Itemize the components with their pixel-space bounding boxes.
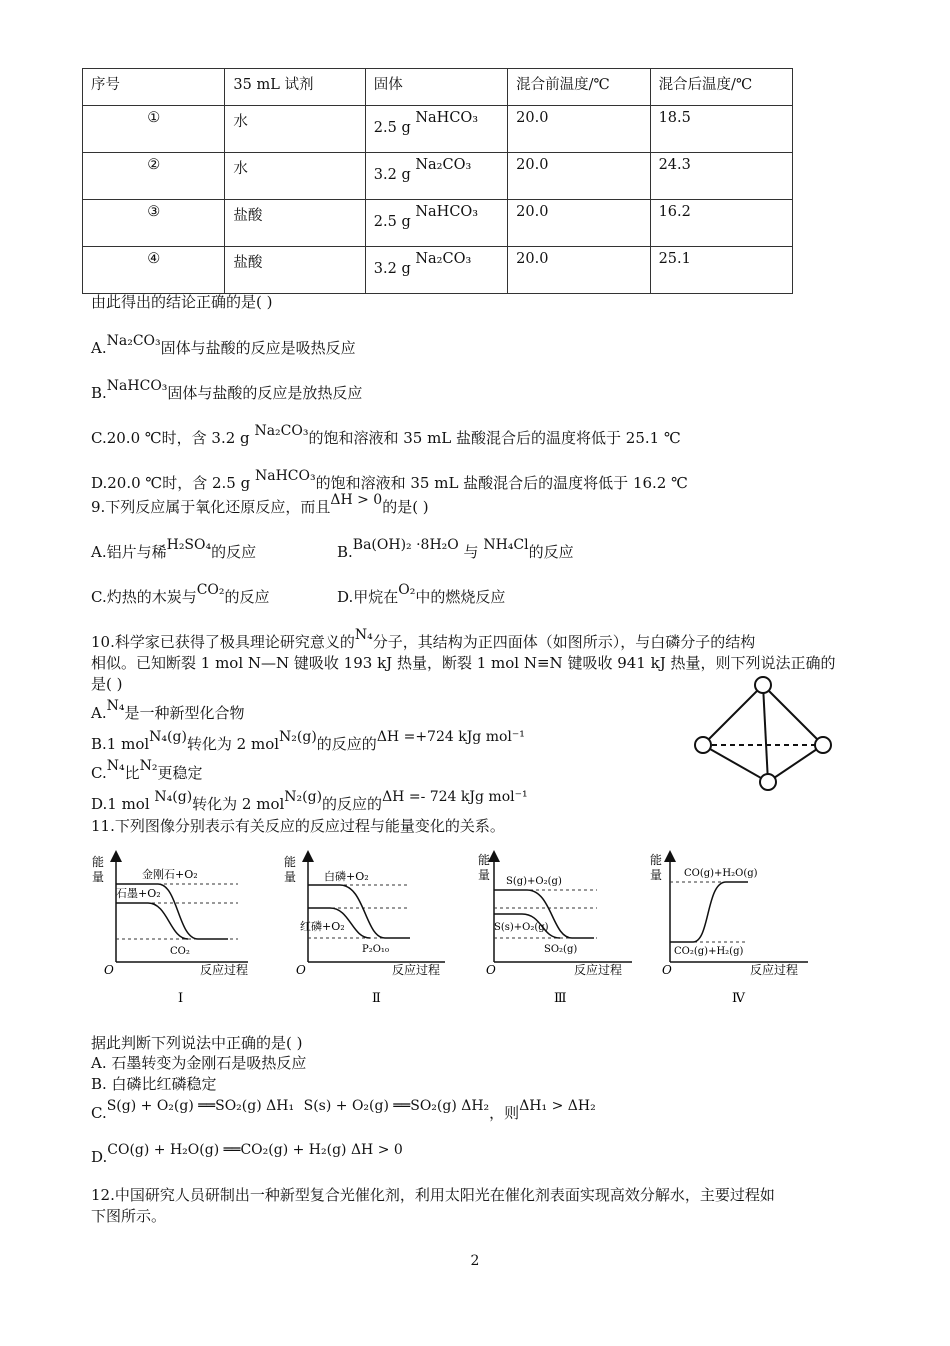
- formula: ΔH =+724 kJg mol⁻¹: [376, 729, 525, 745]
- row-solid: 2.5 g NaHCO₃: [365, 200, 507, 247]
- q9-stem: 9.下列反应属于氧化还原反应，而且ΔH > 0的是( ): [91, 492, 429, 516]
- bond-line: [763, 685, 823, 745]
- row-after: 25.1: [650, 247, 792, 294]
- energy-curve: [670, 882, 748, 942]
- formula: O₂: [398, 582, 416, 598]
- formula: N₂: [139, 758, 158, 774]
- row-reagent: 盐酸: [225, 247, 365, 294]
- q10-option-b: B.1 molN₄(g)转化为 2 molN₂(g)的反应的ΔH =+724 kJg mol⁻¹: [91, 729, 525, 753]
- upper-label: 金刚石+O₂: [142, 868, 198, 881]
- lower-label: P₂O₁₀: [362, 944, 389, 955]
- formula: ΔH > 0: [330, 492, 383, 508]
- table-header: 35 mL 试剂: [225, 69, 365, 106]
- q10-line3: 是( ): [91, 675, 123, 693]
- row-before: 20.0: [508, 247, 650, 294]
- x-axis-label: 反应过程: [200, 963, 249, 977]
- formula: NH₄Cl: [483, 537, 529, 553]
- formula: N₂(g): [284, 789, 323, 805]
- energy-chart-4: [648, 850, 818, 1010]
- q9-option-b: B.Ba(OH)₂ ·8H₂O 与 NH₄Cl的反应: [337, 537, 574, 561]
- row-solid: 3.2 g Na₂CO₃: [365, 153, 507, 200]
- table-row: [83, 153, 793, 200]
- q8-option-b: B.NaHCO₃固体与盐酸的反应是放热反应: [91, 378, 363, 402]
- chart-label: Ⅰ: [178, 991, 184, 1006]
- q10-line2: 相似。已知断裂 1 mol N—N 键吸收 193 kJ 热量，断裂 1 mol N≡N 键吸收 941 kJ 热量，则下列说法正确的: [91, 654, 836, 672]
- q8-stem: 由此得出的结论正确的是( ): [91, 293, 273, 311]
- chart-label: Ⅳ: [732, 991, 745, 1006]
- q10-option-d: D.1 mol N₄(g)转化为 2 molN₂(g)的反应的ΔH =- 724 kJg mol⁻¹: [91, 789, 528, 813]
- axis-label: 能: [478, 853, 491, 867]
- q9-option-a: A.铝片与稀H₂SO₄的反应: [91, 537, 257, 561]
- lower-label: CO₂(g)+H₂(g): [674, 946, 744, 957]
- upper-label: CO(g)+H₂O(g): [684, 868, 758, 879]
- q11-option-b: B. 白磷比红磷稳定: [91, 1075, 217, 1093]
- row-number: ④: [83, 247, 225, 294]
- formula: N₄(g): [154, 789, 193, 805]
- q9-option-d: D.甲烷在O₂中的燃烧反应: [337, 582, 506, 606]
- formula: Na₂CO₃: [106, 333, 161, 349]
- formula: N₄: [354, 627, 373, 643]
- q11-stem: 11.下列图像分别表示有关反应的反应过程与能量变化的关系。: [91, 817, 505, 835]
- energy-chart-3: [472, 850, 637, 1010]
- row-after: 18.5: [650, 106, 792, 153]
- row-after: 16.2: [650, 200, 792, 247]
- table-header-row: [83, 69, 793, 106]
- energy-chart-2: [280, 850, 455, 1010]
- table-row: [83, 247, 793, 294]
- x-axis-label: 反应过程: [750, 963, 799, 977]
- bond-line: [763, 685, 768, 782]
- row-number: ③: [83, 200, 225, 247]
- origin-label: O: [662, 963, 672, 977]
- origin-label: O: [296, 963, 306, 977]
- formula: Na₂CO₃: [254, 423, 309, 439]
- solid-formula: Na₂CO₃: [415, 251, 472, 267]
- bond-line: [768, 745, 823, 782]
- equation: CO(g) + H₂O(g) ══CO₂(g) + H₂(g) ΔH > 0: [107, 1142, 403, 1158]
- formula: CO₂: [196, 582, 225, 598]
- row-solid: 2.5 g NaHCO₃: [365, 106, 507, 153]
- formula: N₄(g): [149, 729, 187, 745]
- table-row: [83, 200, 793, 247]
- lower-label: SO₂(g): [544, 944, 578, 955]
- table-header: 混合后温度/℃: [650, 69, 792, 106]
- axis-label: 量: [284, 870, 297, 884]
- formula: Ba(OH)₂ ·8H₂O: [352, 537, 459, 553]
- axis-label: 能: [284, 855, 297, 869]
- axis-label: 量: [92, 870, 105, 884]
- row-after: 24.3: [650, 153, 792, 200]
- row-reagent: 水: [225, 106, 365, 153]
- q10-line1: 10.科学家已获得了极具理论研究意义的N₄分子，其结构为正四面体（如图所示），与白磷分子的结构: [91, 627, 756, 651]
- atom: [815, 737, 831, 753]
- row-reagent: 水: [225, 153, 365, 200]
- q10-option-a: A.N₄是一种新型化合物: [91, 698, 245, 722]
- mid-label: 红磷+O₂: [300, 920, 345, 933]
- upper-label: 白磷+O₂: [324, 870, 369, 883]
- axis-label: 能: [650, 853, 663, 867]
- page-number: 2: [470, 1253, 480, 1269]
- row-number: ①: [83, 106, 225, 153]
- experiment-table: [82, 68, 793, 294]
- formula: NaHCO₃: [254, 468, 316, 484]
- q8-option-d: D.20.0 ℃时，含 2.5 g NaHCO₃的饱和溶液和 35 mL 盐酸混合后的温度将低于 16.2 ℃: [91, 468, 688, 492]
- table-header: 混合前温度/℃: [508, 69, 650, 106]
- equation: S(s) + O₂(g) ══SO₂(g) ΔH₂: [303, 1098, 490, 1114]
- table-row: [83, 106, 793, 153]
- x-axis-label: 反应过程: [574, 963, 623, 977]
- solid-formula: NaHCO₃: [415, 110, 479, 126]
- upper-label: S(g)+O₂(g): [506, 876, 562, 887]
- chart-label: Ⅱ: [372, 991, 381, 1006]
- mid-label: 石墨+O₂: [116, 887, 161, 900]
- axis-label: 量: [478, 868, 491, 882]
- axis-label: 能: [92, 855, 105, 869]
- row-reagent: 盐酸: [225, 200, 365, 247]
- formula: ΔH₁ > ΔH₂: [519, 1098, 596, 1114]
- table-header: 序号: [83, 69, 225, 106]
- formula: N₂(g): [279, 729, 317, 745]
- lower-label: CO₂: [170, 946, 190, 957]
- formula: H₂SO₄: [166, 537, 212, 553]
- chart-label: Ⅲ: [554, 991, 567, 1006]
- axis-label: 量: [650, 868, 663, 882]
- atom: [695, 737, 711, 753]
- x-axis-label: 反应过程: [392, 963, 441, 977]
- q8-option-a: A.Na₂CO₃固体与盐酸的反应是吸热反应: [91, 333, 356, 357]
- q12-line2: 下图所示。: [91, 1207, 167, 1225]
- row-before: 20.0: [508, 200, 650, 247]
- equation: S(g) + O₂(g) ══SO₂(g) ΔH₁: [106, 1098, 295, 1114]
- row-before: 20.0: [508, 106, 650, 153]
- n4-tetrahedron-figure: [690, 670, 840, 800]
- row-number: ②: [83, 153, 225, 200]
- table-header: 固体: [365, 69, 507, 106]
- row-solid: 3.2 g Na₂CO₃: [365, 247, 507, 294]
- q11-option-a: A. 石墨转变为金刚石是吸热反应: [91, 1054, 307, 1072]
- q12-line1: 12.中国研究人员研制出一种新型复合光催化剂，利用太阳光在催化剂表面实现高效分解水，主要过程如: [91, 1186, 775, 1204]
- energy-chart-1: [88, 850, 253, 1010]
- solid-formula: NaHCO₃: [415, 204, 479, 220]
- q10-option-c: C.N₄比N₂更稳定: [91, 758, 203, 782]
- formula: N₄: [106, 698, 125, 714]
- atom: [755, 677, 771, 693]
- formula: N₄: [106, 758, 125, 774]
- origin-label: O: [104, 963, 114, 977]
- formula: ΔH =- 724 kJg mol⁻¹: [382, 789, 528, 805]
- q11-option-d: D.CO(g) + H₂O(g) ══CO₂(g) + H₂(g) ΔH > 0: [91, 1142, 403, 1166]
- bond-line: [703, 745, 768, 782]
- q8-option-c: C.20.0 ℃时，含 3.2 g Na₂CO₃的饱和溶液和 35 mL 盐酸混合后的温度将低于 25.1 ℃: [91, 423, 681, 447]
- atom: [760, 774, 776, 790]
- q11-option-c: C.S(g) + O₂(g) ══SO₂(g) ΔH₁ S(s) + O₂(g) ══SO₂(g) ΔH₂，则ΔH₁ > ΔH₂: [91, 1098, 596, 1122]
- origin-label: O: [486, 963, 496, 977]
- row-before: 20.0: [508, 153, 650, 200]
- formula: NaHCO₃: [106, 378, 168, 394]
- solid-formula: Na₂CO₃: [415, 157, 472, 173]
- bond-line: [703, 685, 763, 745]
- q11-judge: 据此判断下列说法中正确的是( ): [91, 1034, 303, 1052]
- mid-label: S(s)+O₂(g): [494, 922, 549, 933]
- q9-option-c: C.灼热的木炭与CO₂的反应: [91, 582, 270, 606]
